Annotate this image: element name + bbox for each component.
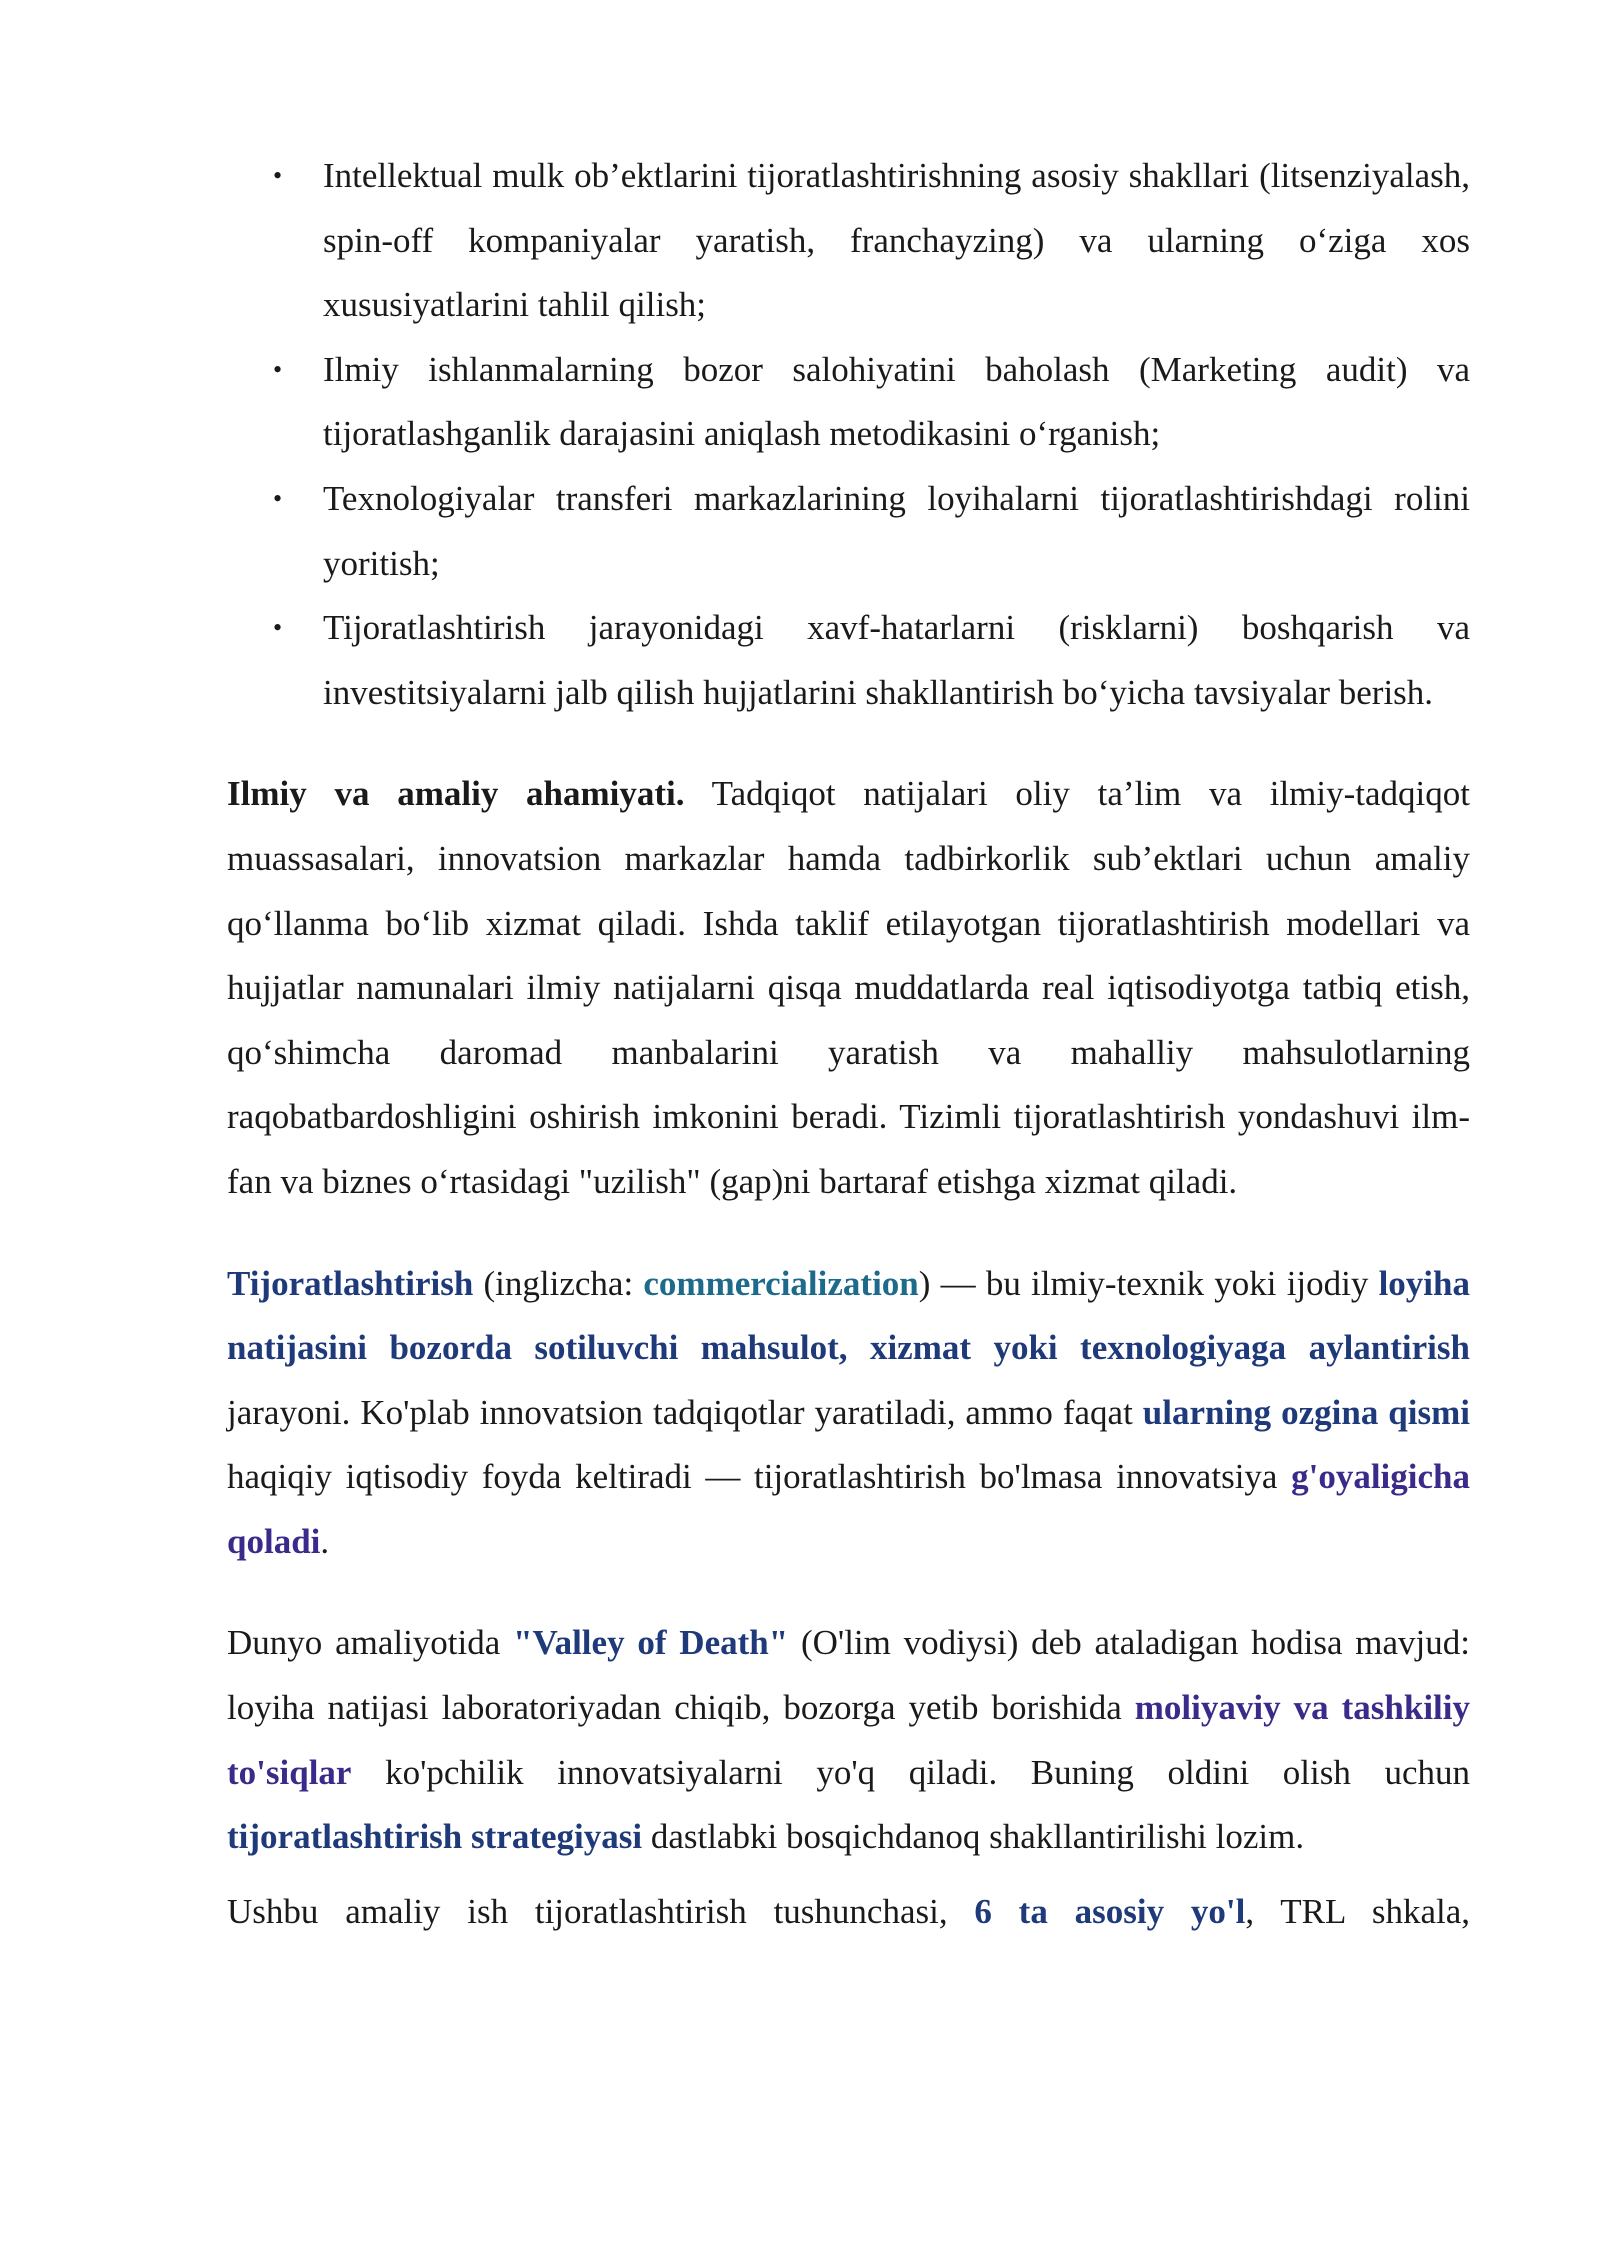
- paragraph-text: haqiqiy iqtisodiy foyda keltiradi — tijoratlashtirish bo'lmasa innovatsiya: [227, 1457, 1292, 1497]
- list-item-text: Tijoratlashtirish jarayonidagi xavf-hatarlarni (risklarni) boshqarish va investitsiyalarni jalb qilish hujjatlarini shakllantirish bo‘yicha tavsiyalar berish.: [323, 608, 1470, 712]
- paragraph-text: (inglizcha:: [473, 1263, 644, 1303]
- bullet-icon: •: [273, 354, 283, 384]
- idea-highlight: g'oyaligicha qoladi: [227, 1457, 1470, 1561]
- objectives-list: [227, 144, 1470, 725]
- list-item: [273, 338, 1470, 467]
- document-page: [227, 144, 1470, 1944]
- barriers-highlight: moliyaviy va tashkiliy to'siqlar: [227, 1688, 1470, 1792]
- valley-of-death-paragraph: [227, 1611, 1470, 1869]
- definition-highlight: loyiha natijasini bozorda sotiluvchi mahsulot, xizmat yoki texnologiyaga aylantirish: [227, 1263, 1470, 1368]
- valley-of-death-highlight: "Valley of Death": [513, 1623, 789, 1663]
- paragraph-text: .: [320, 1521, 330, 1561]
- small-part-highlight: ularning ozgina qismi: [1142, 1392, 1470, 1432]
- commercialization-definition-paragraph: [227, 1252, 1470, 1575]
- bullet-icon: •: [273, 613, 283, 643]
- paragraph-text: , TRL shkala,: [1245, 1891, 1470, 1931]
- list-item-text: Texnologiyalar transferi markazlarining loyihalarni tijoratlashtirishdagi rolini yoritish;: [323, 478, 1470, 583]
- list-item: [273, 144, 1470, 338]
- significance-heading: Ilmiy va amaliy ahamiyati.: [227, 774, 685, 814]
- significance-body: Tadqiqot natijalari oliy ta’lim va ilmiy-tadqiqot muassasalari, innovatsion markazlar hamda tadbirkorlik sub’ektlari uchun amaliy qo‘llanma bo‘lib xizmat qiladi. Ishda taklif etilayotgan tijoratlashtirish modellari va hujjatlar namunalari ilmiy natijalarni qisqa muddatlarda real iqtisodiyotga tatbiq etish, qo‘shimcha daromad manbalarini yaratish va mahalliy mahsulotlarning raqobatbardoshligini oshirish imkonini beradi. Tizimli tijoratlashtirish yondashuvi ilm-fan va biznes o‘rtasidagi "uzilish" (gap)ni bartaraf etishga xizmat qiladi.: [227, 774, 1470, 1201]
- paragraph-text: ) — bu ilmiy-texnik yoki ijodiy: [918, 1263, 1379, 1303]
- term-highlight: Tijoratlashtirish: [227, 1263, 474, 1303]
- significance-paragraph: [227, 762, 1470, 1214]
- closing-paragraph: [227, 1880, 1470, 1945]
- paragraph-text: dastlabki bosqichdanoq shakllantirilishi lozim.: [642, 1817, 1305, 1857]
- list-item-text: Intellektual mulk ob’ektlarini tijoratlashtirishning asosiy shakllari (litsenziyalash, spin-off kompaniyalar yaratish, franchayzing) va ularning o‘ziga xos xususiyatlarini tahlil qilish;: [323, 156, 1470, 325]
- term-english-highlight: commercialization: [643, 1263, 919, 1303]
- bullet-icon: •: [273, 483, 283, 513]
- paragraph-text: (O'lim vodiysi) deb ataladigan hodisa mavjud: loyiha natijasi laboratoriyadan chiqib, bozorga yetib borishida: [227, 1623, 1470, 1728]
- strategy-highlight: tijoratlashtirish strategiyasi: [227, 1817, 643, 1857]
- paragraph-text: Dunyo amaliyotida: [227, 1623, 514, 1663]
- list-item: [273, 467, 1470, 596]
- paragraph-text: jarayoni. Ko'plab innovatsion tadqiqotlar yaratiladi, ammo faqat: [227, 1392, 1143, 1432]
- six-ways-highlight: 6 ta asosiy yo'l: [974, 1891, 1246, 1931]
- paragraph-text: Ushbu amaliy ish tijoratlashtirish tushunchasi,: [227, 1891, 975, 1931]
- list-item-text: Ilmiy ishlanmalarning bozor salohiyatini baholash (Marketing audit) va tijoratlashganlik darajasini aniqlash metodikasini o‘rganish;: [323, 349, 1470, 454]
- bullet-icon: •: [273, 161, 283, 190]
- paragraph-text: ko'pchilik innovatsiyalarni yo'q qiladi. Buning oldini olish uchun: [351, 1752, 1470, 1792]
- list-item: [273, 596, 1470, 725]
